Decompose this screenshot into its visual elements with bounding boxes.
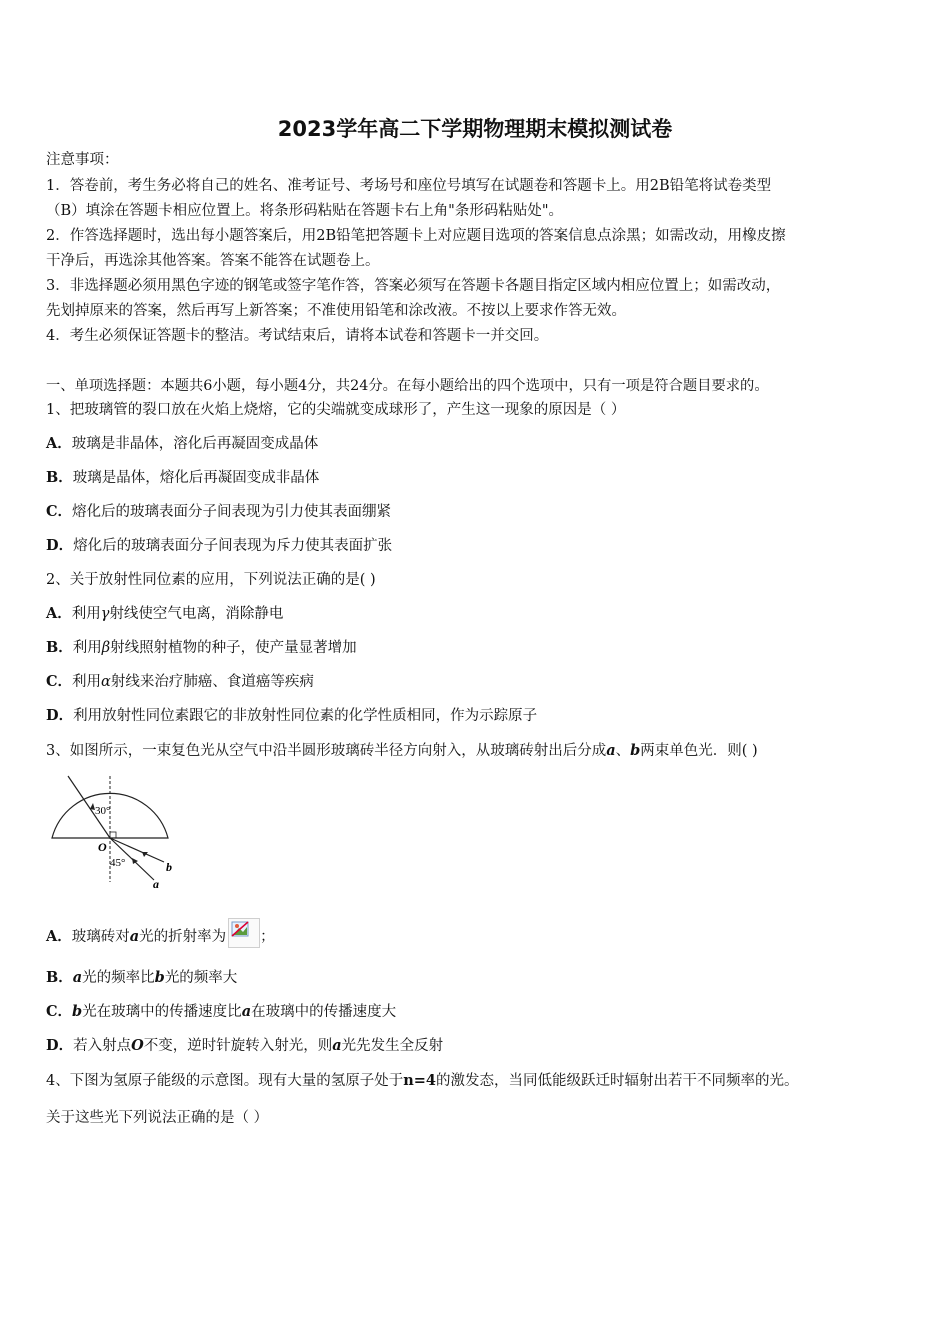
option-label: C． bbox=[46, 1003, 73, 1020]
option-text: 熔化后的玻璃表面分子间表现为引力使其表面绷紧 bbox=[72, 504, 392, 520]
option-text: 光在玻璃中的传播速度比 bbox=[82, 1004, 242, 1020]
option-text: 射线使空气电离，消除静电 bbox=[109, 606, 284, 622]
option-text: 利用 bbox=[72, 640, 102, 656]
symbol: γ bbox=[100, 606, 110, 622]
q2-stem: 2、关于放射性同位素的应用，下列说法正确的是( ) bbox=[46, 572, 376, 588]
option-text: 熔化后的玻璃表面分子间表现为斥力使其表面扩张 bbox=[73, 538, 393, 554]
option-label: A． bbox=[46, 928, 72, 945]
section-heading: 一、单项选择题：本题共6小题，每小题4分，共24分。在每小题给出的四个选项中，只有一项是符合题目要求的。 bbox=[46, 378, 769, 394]
option-text: 不变，逆时针旋转入射光，则 bbox=[143, 1038, 333, 1054]
option-text: 玻璃砖对 bbox=[71, 929, 130, 945]
option-label: A． bbox=[46, 605, 72, 622]
symbol: a bbox=[606, 742, 616, 759]
option-text: 光的折射率为 bbox=[139, 929, 227, 945]
option-label: B． bbox=[46, 969, 73, 986]
q2-option-c bbox=[46, 672, 314, 692]
notice-line: （B）填涂在答题卡相应位置上。将条形码粘贴在答题卡右上角"条形码粘贴处"。 bbox=[46, 203, 563, 219]
q1-option-b bbox=[46, 468, 319, 488]
quantum-number: n=4 bbox=[403, 1072, 437, 1089]
q1-option-a bbox=[46, 434, 318, 454]
symbol: a bbox=[332, 1037, 342, 1054]
symbol: a bbox=[129, 928, 140, 945]
stem-text: 4、下图为氢原子能级的示意图。现有大量的氢原子处于 bbox=[46, 1073, 404, 1089]
option-label: B． bbox=[46, 469, 73, 486]
stem-text: 3、如图所示，一束复色光从空气中沿半圆形玻璃砖半径方向射入，从玻璃砖射出后分成 bbox=[46, 743, 607, 759]
notice-line: 2．作答选择题时，选出每小题答案后，用2B铅笔把答题卡上对应题目选项的答案信息点涂黑；如需改动，用橡皮擦 bbox=[46, 228, 786, 244]
q3-option-d bbox=[46, 1036, 443, 1056]
option-label: D． bbox=[46, 537, 74, 554]
symbol: a bbox=[72, 969, 83, 986]
stem-text: 、 bbox=[615, 743, 631, 759]
stem-text: 两束单色光．则( ) bbox=[640, 743, 758, 759]
option-text: ； bbox=[260, 929, 275, 945]
option-label: B． bbox=[46, 639, 73, 656]
angle-bottom-label: 45° bbox=[110, 857, 126, 869]
option-label: A． bbox=[46, 435, 72, 452]
q2-option-b bbox=[46, 638, 357, 658]
option-text: 玻璃是晶体，熔化后再凝固变成非晶体 bbox=[72, 470, 320, 486]
broken-image-icon bbox=[228, 918, 260, 948]
option-text: 利用 bbox=[72, 674, 102, 690]
q3-option-a bbox=[46, 918, 275, 948]
option-text: 利用放射性同位素跟它的非放射性同位素的化学性质相同，作为示踪原子 bbox=[73, 708, 538, 724]
notice-line: 先划掉原来的答案，然后再写上新答案；不准使用铅笔和涂改液。不按以上要求作答无效。 bbox=[46, 303, 626, 319]
q1-option-d bbox=[46, 536, 392, 556]
symbol: O bbox=[131, 1037, 144, 1054]
option-label: D． bbox=[46, 1037, 74, 1054]
option-text: 光的频率大 bbox=[164, 970, 238, 986]
option-text: 光的频率比 bbox=[82, 970, 155, 986]
q2-option-d bbox=[46, 706, 537, 726]
option-text: 利用 bbox=[71, 606, 101, 622]
symbol: b bbox=[154, 969, 165, 986]
option-label: C． bbox=[46, 673, 73, 690]
symbol: b bbox=[72, 1003, 83, 1020]
option-text: 射线照射植物的种子，使产量显著增加 bbox=[110, 640, 357, 656]
symbol: b bbox=[630, 742, 641, 759]
right-angle-mark bbox=[110, 832, 116, 838]
option-label: C． bbox=[46, 503, 73, 520]
option-text: 光先发生全反射 bbox=[341, 1038, 444, 1054]
angle-top-label: 30° bbox=[95, 805, 111, 817]
option-text: 在玻璃中的传播速度大 bbox=[251, 1004, 397, 1020]
q4-stem-line2: 关于这些光下列说法正确的是（ ） bbox=[46, 1110, 269, 1126]
symbol: α bbox=[101, 674, 111, 690]
point-o-label: O bbox=[98, 840, 107, 854]
q1-stem: 1、把玻璃管的裂口放在火焰上烧熔，它的尖端就变成球形了，产生这一现象的原因是（ ） bbox=[46, 402, 626, 418]
notice-heading: 注意事项： bbox=[46, 152, 119, 168]
notice-line: 干净后，再选涂其他答案。答案不能答在试题卷上。 bbox=[46, 253, 380, 269]
q2-option-a bbox=[46, 604, 283, 624]
q3-option-b bbox=[46, 968, 237, 988]
symbol: β bbox=[101, 640, 111, 656]
option-text: 玻璃是非晶体，溶化后再凝固变成晶体 bbox=[71, 436, 319, 452]
option-text: 若入射点 bbox=[73, 1038, 132, 1054]
notice-line: 3．非选择题必须用黑色字迹的钢笔或签字笔作答，答案必须写在答题卡各题目指定区域内相应位置上；如需改动， bbox=[46, 278, 781, 294]
option-text: 射线来治疗肺癌、食道癌等疾病 bbox=[110, 674, 314, 690]
q3-stem bbox=[46, 741, 758, 761]
ray-b-label: b bbox=[166, 860, 172, 874]
symbol: a bbox=[241, 1003, 252, 1020]
option-label: D． bbox=[46, 707, 74, 724]
stem-text: 的激发态，当同低能级跃迁时辐射出若干不同频率的光。 bbox=[436, 1073, 799, 1089]
q3-option-c bbox=[46, 1002, 396, 1022]
notice-line: 4．考生必须保证答题卡的整洁。考试结束后，请将本试卷和答题卡一并交回。 bbox=[46, 328, 549, 344]
q4-stem-line1 bbox=[46, 1071, 799, 1091]
notice-line: 1．答卷前，考生务必将自己的姓名、准考证号、考场号和座位号填写在试题卷和答题卡上。用2B铅笔将试卷类型 bbox=[46, 178, 772, 194]
refraction-diagram bbox=[46, 770, 186, 890]
q1-option-c bbox=[46, 502, 391, 522]
page-title: 2023学年高二下学期物理期末模拟测试卷 bbox=[277, 117, 673, 141]
ray-a-label: a bbox=[153, 877, 159, 890]
